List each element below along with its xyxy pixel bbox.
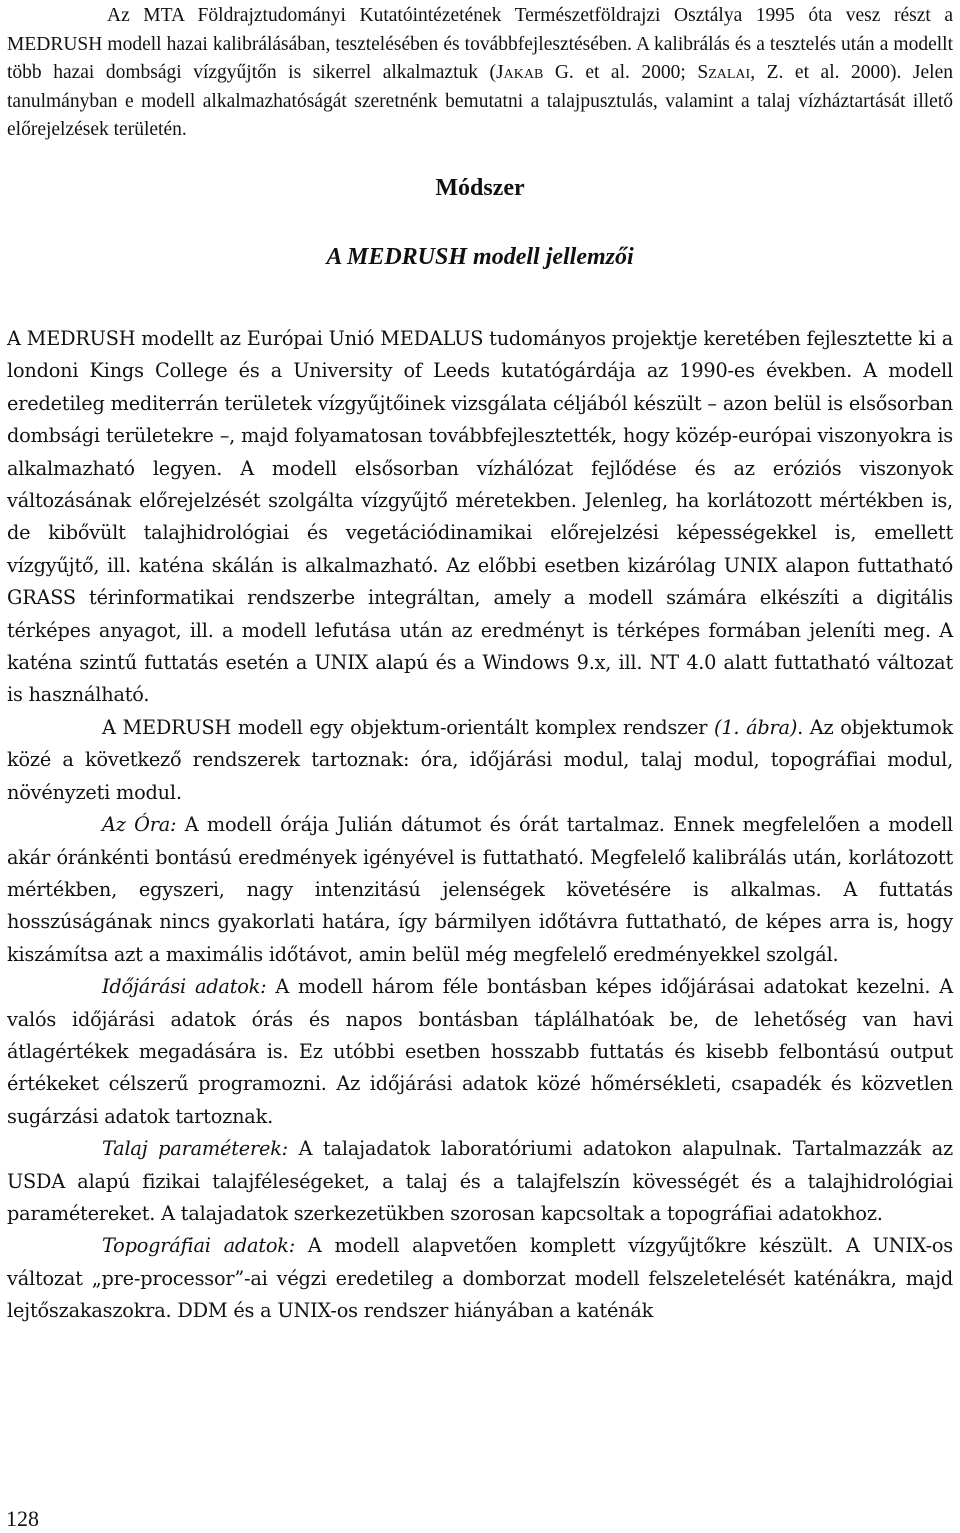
topography-text: A modell alapvetően komplett vízgyűjtőkre készült. A UNIX-os változat „pre-processor”-ai végzi eredetileg a domborzat modell felszeletelését katénákra, majd lejtőszakaszokra. DDM és a UNIX-os rendszer hiányában a katénák — [7, 1234, 953, 1323]
section-title: Módszer — [435, 175, 525, 201]
subsection-title: A MEDRUSH modell jellemzői — [326, 244, 634, 270]
clock-label: Az Óra: — [102, 813, 177, 837]
author-szalai: Szalai — [697, 62, 751, 83]
p2-text-end: . Az objektumok közé a következő rendszerek tartoznak: óra, időjárási modul, talaj modul, topográfiai modul, növényzeti modul. — [7, 715, 953, 804]
body-text — [7, 323, 953, 1328]
paragraph-topography — [7, 1230, 953, 1327]
topography-label: Topográfiai adatok: — [102, 1234, 296, 1258]
intro-text-1: Az MTA Földrajztudományi Kutatóintézetének Természetföldrajzi Osztálya 1995 óta vesz részt a MEDRUSH modell hazai kalibrálásában, tesztelésében és továbbfejlesztésében. A kalibrálás és a tesztelés után a modellt több hazai dombsági vízgyűjtőn is sikerrel alkalmaztuk ( — [7, 5, 953, 83]
paragraph-object-oriented — [7, 712, 953, 809]
intro-text-2: G. et al. 2000; — [543, 62, 698, 83]
author-jakab: Jakab — [496, 62, 544, 83]
intro-text-3: , Z. et al. 2000). Jelen tanulmányban e modell alkalmazhatóságát szeretnénk bemutatni a talajpusztulás, valamint a talaj vízháztartását illető előrejelzések területén. — [7, 62, 953, 140]
soil-label: Talaj paraméterek: — [102, 1137, 288, 1161]
paragraph-weather — [7, 971, 953, 1133]
page-number: 128 — [6, 1506, 39, 1531]
paragraph-medrush-history: A MEDRUSH modellt az Európai Unió MEDALUS tudományos projektje keretében fejlesztette ki a londoni Kings College és a University of Leeds kutatógárdája az 1990-es években. A modell eredetileg mediterrán területek vízgyűjtőinek vizsgálata céljából készült – azon belül is elsősorban dombsági területekre –, majd folyamatosan továbbfejlesztették, hogy közép-európai viszonyokra is alkalmazható legyen. A modell elsősorban vízhálózat fejlődése és az eróziós viszonyok változásának előrejelzését szolgálta vízgyűjtő méretekben. Jelenleg, ha korlátozott mértékben is, de kibővült talajhidrológiai és vegetációdinamikai előrejelzési képességekkel is, emellett vízgyűjtő, ill. katéna skálán is alkalmazható. Az előbbi esetben kizárólag UNIX alapon futtatható GRASS térinformatikai rendszerbe integráltan, amely a modell számára elkészíti a digitális térképes anyagot, ill. a modell lefutása után az eredményt is térképes formában jeleníti meg. A katéna szintű futtatás esetén a UNIX alapú és a Windows 9.x, ill. NT 4.0 alatt futtatható változat is használható. — [7, 327, 953, 707]
figure-reference: (1. ábra) — [714, 715, 798, 739]
paragraph-soil — [7, 1133, 953, 1230]
clock-text: A modell órája Julián dátumot és órát tartalmaz. Ennek megfelelően a modell akár óránkénti bontású eredmények igényével is futtatható. Megfelelő kalibrálás után, korlátozott mértékben, egyszeri, nagy intenzitású jelenségek követésére is alkalmas. A futtatás hosszúságának nincs gyakorlati határa, így bármilyen időtávra futtatható, de képes arra is, hogy kiszámítsa azt a maximális időtávot, amin belül még megfelelő eredményekkel szolgál. — [7, 813, 954, 966]
weather-label: Időjárási adatok: — [102, 975, 267, 999]
intro-paragraph — [7, 2, 953, 145]
paragraph-clock — [7, 809, 953, 971]
weather-text: A modell három féle bontásban képes időjárásai adatokat kezelni. A valós időjárási adatok órás és napos bontásban táplálhatóak be, de lehetőség van havi átlagértékek megadására is. Ez utóbbi esetben hosszabb futtatás és kisebb felbontású output értékeket célszerű programozni. Az időjárási adatok közé hőmérsékleti, csapadék és közvetlen sugárzási adatok tartoznak. — [7, 975, 953, 1128]
p2-text: A MEDRUSH modell egy objektum-orientált komplex rendszer — [102, 715, 715, 739]
soil-text: A talajadatok laboratóriumi adatokon alapulnak. Tartalmazzák az USDA alapú fizikai talajféleségeket, a talaj és a talajfelszín kövességét és a talajhidrológiai paramétereket. A talajadatok szerkezetükben szorosan kapcsoltak a topográfiai adatokhoz. — [7, 1137, 953, 1225]
